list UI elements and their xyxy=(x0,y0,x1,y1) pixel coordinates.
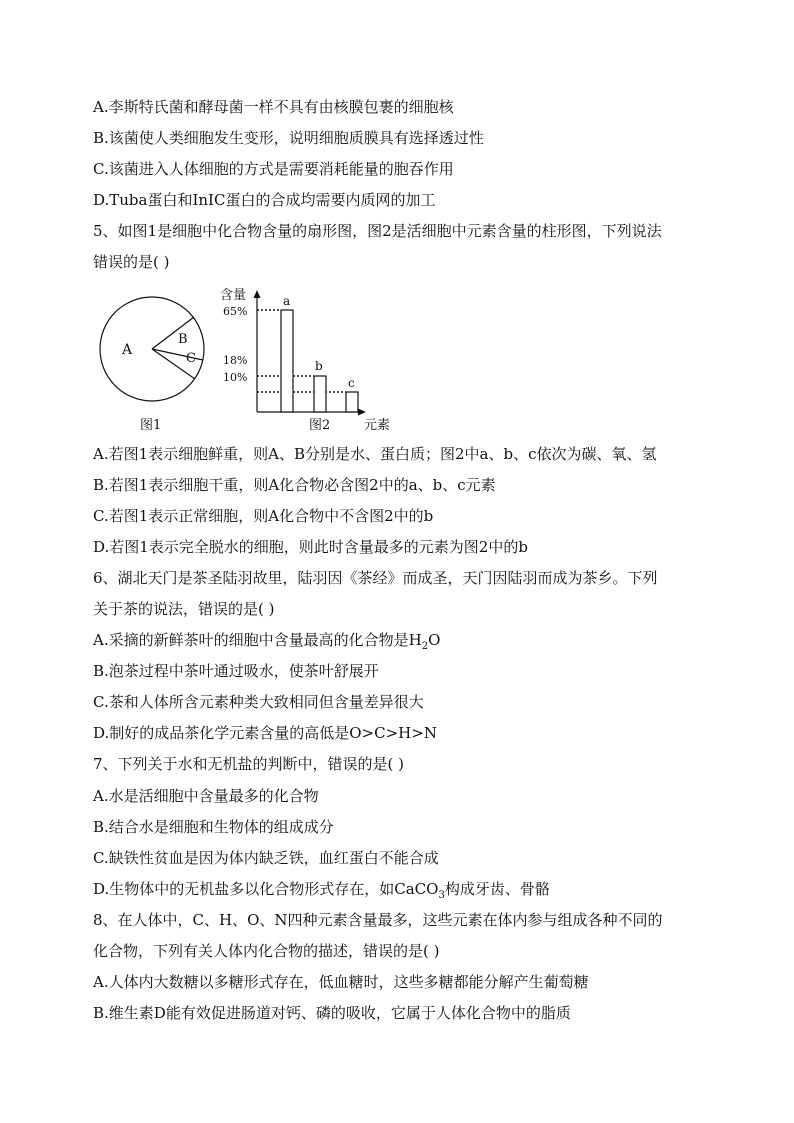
q7-option-d-tail: 构成牙齿、骨骼 xyxy=(444,880,550,898)
q8-stem-line1: 8、在人体中，C、H、O、N四种元素含量最多，这些元素在体内参与组成各种不同的 xyxy=(93,911,663,929)
bar-label-a: a xyxy=(283,294,291,308)
bar-label-c: c xyxy=(348,376,355,390)
q6-option-a-tail: O xyxy=(428,631,441,649)
q7-option-c: C.缺铁性贫血是因为体内缺乏铁，血红蛋白不能合成 xyxy=(93,849,439,867)
q5-stem-line1: 5、如图1是细胞中化合物含量的扇形图，图2是活细胞中元素含量的柱形图，下列说法 xyxy=(93,222,662,240)
y-axis-arrow xyxy=(254,290,261,298)
q5-option-b: B.若图1表示细胞干重，则A化合物必含图2中的a、b、c元素 xyxy=(93,476,496,494)
q4-option-d: D.Tuba蛋白和InIC蛋白的合成均需要内质网的加工 xyxy=(93,191,436,209)
q8-option-a: A.人体内大数糖以多糖形式存在，低血糖时，这些多糖都能分解产生葡萄糖 xyxy=(93,973,589,991)
pie-label-b: B xyxy=(178,332,188,347)
figure2-bar-chart xyxy=(220,288,390,433)
q7-option-a: A.水是活细胞中含量最多的化合物 xyxy=(93,787,319,805)
q7-option-d-text: D.生物体中的无机盐多以化合物形式存在，如CaCO xyxy=(93,880,439,898)
q4-option-c: C.该菌进入人体细胞的方式是需要消耗能量的胞吞作用 xyxy=(93,160,454,178)
x-axis-arrow xyxy=(358,409,366,416)
y-tick-18: 18% xyxy=(223,354,248,367)
bar-c xyxy=(346,392,358,412)
y-tick-65: 65% xyxy=(223,305,248,318)
bar-b xyxy=(314,376,326,412)
y-axis-label: 含量 xyxy=(220,288,247,303)
q7-option-d xyxy=(93,879,550,906)
q6-stem-line2: 关于茶的说法，错误的是( ) xyxy=(93,600,275,618)
q6-option-b: B.泡茶过程中茶叶通过吸水，使茶叶舒展开 xyxy=(93,662,379,680)
q5-option-d: D.若图1表示完全脱水的细胞，则此时含量最多的元素为图2中的b xyxy=(93,538,528,556)
q8-stem-line2: 化合物，下列有关人体内化合物的描述，错误的是( ) xyxy=(93,942,440,960)
pie-divider-1 xyxy=(152,317,194,349)
figure1-pie-chart xyxy=(100,297,204,433)
q5-stem-line2: 错误的是( ) xyxy=(93,253,170,271)
q6-option-a xyxy=(93,630,440,657)
bar-a xyxy=(281,310,293,412)
q7-stem: 7、下列关于水和无机盐的判断中，错误的是( ) xyxy=(93,755,405,773)
q6-option-c: C.茶和人体所含元素种类大致相同但含量差异很大 xyxy=(93,693,424,711)
q6-stem-line1: 6、湖北天门是茶圣陆羽故里，陆羽因《茶经》而成圣，天门因陆羽而成为茶乡。下列 xyxy=(93,569,658,587)
q5-option-a: A.若图1表示细胞鲜重，则A、B分别是水、蛋白质；图2中a、b、c依次为碳、氧、氢 xyxy=(93,445,657,463)
pie-label-c: C xyxy=(186,351,196,366)
x-axis-label: 元素 xyxy=(364,418,391,433)
q6-option-d: D.制好的成品茶化学元素含量的高低是O>C>H>N xyxy=(93,724,437,742)
q8-option-b: B.维生素D能有效促进肠道对钙、磷的吸收，它属于人体化合物中的脂质 xyxy=(93,1004,571,1022)
q5-option-c: C.若图1表示正常细胞，则A化合物中不含图2中的b xyxy=(93,507,434,525)
q4-option-a: A.李斯特氏菌和酵母菌一样不具有由核膜包裹的细胞核 xyxy=(93,98,454,116)
figure2-caption: 图2 xyxy=(309,418,331,433)
q7-option-d-subscript: 3 xyxy=(438,890,445,901)
q4-option-b: B.该菌使人类细胞发生变形，说明细胞质膜具有选择透过性 xyxy=(93,129,484,147)
figure1-caption: 图1 xyxy=(140,418,162,433)
bar-label-b: b xyxy=(315,359,323,373)
q7-option-b: B.结合水是细胞和生物体的组成成分 xyxy=(93,818,334,836)
q5-figure-svg xyxy=(92,284,512,434)
y-tick-10: 10% xyxy=(223,371,248,384)
pie-label-a: A xyxy=(122,342,133,358)
q6-option-a-subscript: 2 xyxy=(421,641,429,652)
q5-figure xyxy=(92,284,512,434)
q6-option-a-text: A.采摘的新鲜茶叶的细胞中含量最高的化合物是H xyxy=(93,631,422,649)
